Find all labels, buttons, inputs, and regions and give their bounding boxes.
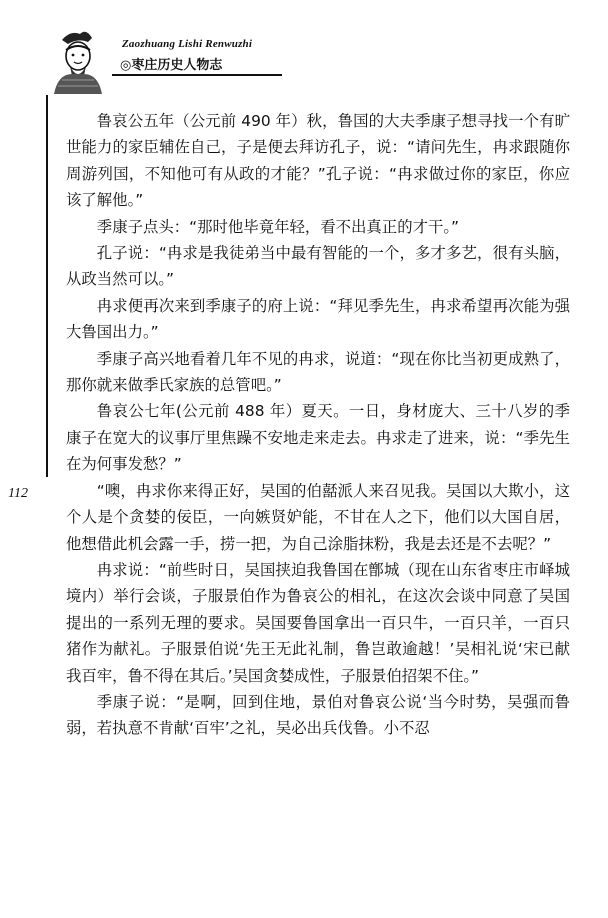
paragraph: 鲁哀公五年（公元前 490 年）秋，鲁国的大夫季康子想寻找一个有旷世能力的家臣辅佐自己，子是便去拜访孔子，说：“请问先生，冉求跟随你周游列国，不知他可有从政的才能？”孔子说：“冉求做过你的家臣，你应该了解他。” xyxy=(66,112,570,210)
paragraph: 季康子说：“是啊，回到住地，景伯对鲁哀公说‘当今时势，吴强而鲁弱，若执意不肯献‘百牢’之礼，吴必出兵伐鲁。小不忍 xyxy=(66,692,570,738)
paragraph: 鲁哀公七年(公元前 488 年）夏天。一日，身材庞大、三十八岁的季康子在宽大的议事厅里焦躁不安地走来走去。冉求走了进来，说：“季先生在为何事发愁？” xyxy=(66,402,570,474)
paragraph: 季康子高兴地看着几年不见的冉求，说道：“现在你比当初更成熟了，那你就来做季氏家族的总管吧。” xyxy=(66,349,570,395)
header-title-chinese: ◎枣庄历史人物志 xyxy=(120,58,223,73)
paragraph: 孔子说：“冉求是我徒弟当中最有智能的一个，多才多艺，很有头脑，从政当然可以。” xyxy=(66,244,570,289)
paragraph: 冉求说：“前些时日，吴国挟迫我鲁国在鄫城（现在山东省枣庄市峄城境内）举行会谈，子服景伯作为鲁哀公的相礼，在这次会谈中同意了吴国提出的一系列无理的要求。吴国要鲁国拿出一百只牛，一百只羊，一百只猪作为献礼。子服景伯说‘先王无此礼制，鲁岂敢逾越！’吴相礼说‘宋已献我百牢，鲁不得在其后。’吴国贪婪成性，子服景伯招架不住。” xyxy=(66,560,570,685)
paragraph: 季康子点头：“那时他毕竟年轻，看不出真正的才干。” xyxy=(96,217,460,236)
scholar-portrait-icon xyxy=(48,30,108,94)
running-header xyxy=(40,30,340,112)
header-title-english: Zaozhuang Lishi Renwuzhi xyxy=(122,38,253,50)
paragraph: 冉求便再次来到季康子的府上说：“拜见季先生，冉求希望再次能为强大鲁国出力。” xyxy=(66,296,570,342)
header-rule xyxy=(112,74,282,76)
margin-rule xyxy=(46,95,48,477)
page-number: 112 xyxy=(8,486,28,501)
body-text xyxy=(66,108,570,742)
paragraph: “噢，冉求你来得正好，吴国的伯嚭派人来召见我。吴国以大欺小，这个人是个贪婪的佞臣，一向嫉贤妒能，不甘在人之下，他们以大国自居，他想借此机会露一手，捞一把，为自己涂脂抹粉，我是去还是不去呢？” xyxy=(66,481,570,553)
